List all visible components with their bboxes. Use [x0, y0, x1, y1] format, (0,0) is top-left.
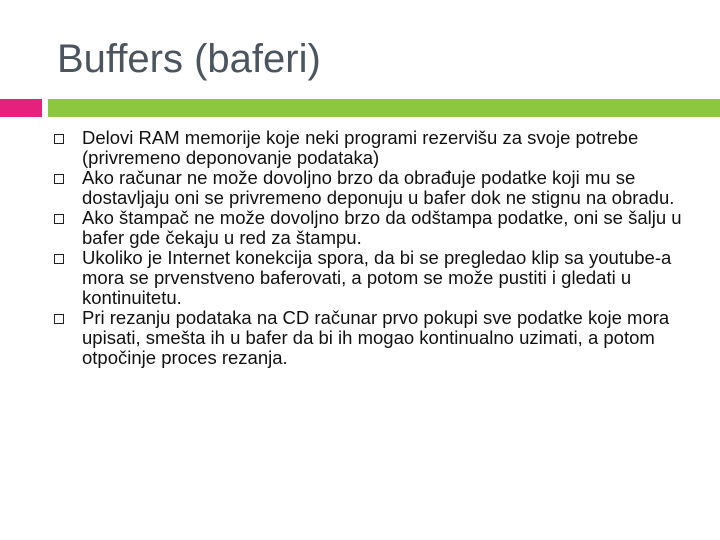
square-bullet-icon — [54, 174, 64, 184]
accent-bar-green — [48, 99, 720, 117]
list-item-text: Delovi RAM memorije koje neki programi rezervišu za svoje potrebe (privremeno deponovanje podataka) — [82, 127, 639, 168]
square-bullet-icon — [54, 214, 64, 224]
accent-bar-pink — [0, 99, 42, 117]
list-item-text: Ako računar ne može dovoljno brzo da obrađuje podatke koji mu se dostavljaju oni se privremeno deponuju u bafer dok ne stignu na obradu. — [82, 167, 675, 208]
square-bullet-icon — [54, 134, 64, 144]
list-item-text: Pri rezanju podataka na CD računar prvo pokupi sve podatke koje mora upisati, smešta ih u bafer da bi ih mogao kontinualno uzimati, a potom otpočinje proces rezanja. — [82, 307, 670, 368]
list-item-text: Ukoliko je Internet konekcija spora, da bi se pregledao klip sa youtube-a mora se prvenstveno baferovati, a potom se može pustiti i gledati u kontinuitetu. — [82, 247, 672, 308]
list-item — [0, 308, 720, 368]
list-item — [0, 128, 720, 168]
square-bullet-icon — [54, 254, 64, 264]
list-item — [0, 208, 720, 248]
slide-title: Buffers (baferi) — [57, 37, 321, 81]
list-item — [0, 168, 720, 208]
list-item — [0, 248, 720, 308]
list-item-text: Ako štampač ne može dovoljno brzo da odštampa podatke, oni se šalju u bafer gde čekaju u red za štampu. — [82, 207, 682, 248]
bullet-list — [0, 128, 720, 368]
square-bullet-icon — [54, 314, 64, 324]
